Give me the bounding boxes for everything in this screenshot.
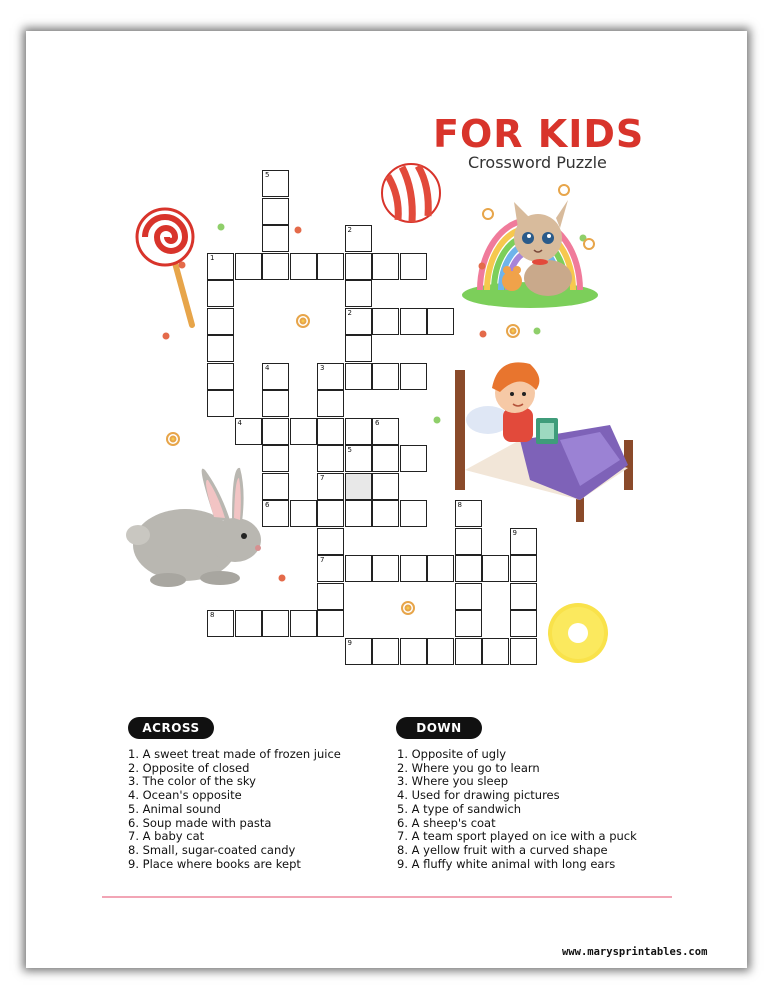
crossword-cell[interactable] bbox=[482, 555, 509, 582]
crossword-cell[interactable] bbox=[317, 363, 344, 390]
down-clue: 7. A team sport played on ice with a puck bbox=[397, 829, 637, 844]
down-clues bbox=[397, 748, 637, 871]
across-heading: ACROSS bbox=[128, 717, 214, 739]
crossword-cell[interactable] bbox=[400, 638, 427, 665]
crossword-cell[interactable] bbox=[510, 528, 537, 555]
crossword-cell[interactable] bbox=[345, 280, 372, 307]
crossword-cell[interactable] bbox=[235, 253, 262, 280]
clue-number: 4 bbox=[237, 418, 242, 427]
crossword-cell[interactable] bbox=[400, 253, 427, 280]
crossword-cell[interactable] bbox=[262, 610, 289, 637]
crossword-cell[interactable] bbox=[317, 473, 344, 500]
crossword-cell[interactable] bbox=[345, 225, 372, 252]
crossword-cell[interactable] bbox=[372, 500, 399, 527]
crossword-cell[interactable] bbox=[290, 418, 317, 445]
crossword-cell[interactable] bbox=[207, 253, 234, 280]
crossword-cell[interactable] bbox=[455, 528, 482, 555]
crossword-cell[interactable] bbox=[372, 418, 399, 445]
crossword-cell[interactable] bbox=[317, 528, 344, 555]
crossword-cell[interactable] bbox=[262, 225, 289, 252]
across-clue: 3. The color of the sky bbox=[128, 774, 256, 789]
crossword-cell[interactable] bbox=[427, 638, 454, 665]
clue-number: 6 bbox=[375, 418, 380, 427]
crossword-cell[interactable] bbox=[262, 363, 289, 390]
crossword-cell[interactable] bbox=[345, 555, 372, 582]
crossword-cell[interactable] bbox=[345, 363, 372, 390]
crossword-cell[interactable] bbox=[372, 555, 399, 582]
crossword-cell[interactable] bbox=[290, 500, 317, 527]
crossword-cell[interactable] bbox=[455, 555, 482, 582]
crossword-cell[interactable] bbox=[372, 445, 399, 472]
crossword-cell[interactable] bbox=[207, 390, 234, 417]
crossword-cell[interactable] bbox=[317, 555, 344, 582]
across-clue: 6. Soup made with pasta bbox=[128, 815, 272, 830]
crossword-cell[interactable] bbox=[427, 555, 454, 582]
crossword-cell[interactable] bbox=[207, 280, 234, 307]
clue-number: 8 bbox=[457, 501, 462, 509]
crossword-cell[interactable] bbox=[262, 445, 289, 472]
crossword-cell[interactable] bbox=[372, 638, 399, 665]
crossword-cell[interactable] bbox=[290, 253, 317, 280]
clue-number: 6 bbox=[265, 501, 270, 509]
crossword-cell[interactable] bbox=[345, 445, 372, 472]
crossword-cell[interactable] bbox=[482, 638, 509, 665]
clue-number: 9 bbox=[347, 638, 352, 647]
crossword-cell[interactable] bbox=[345, 473, 372, 500]
crossword-cell[interactable] bbox=[400, 363, 427, 390]
across-clue: 1. A sweet treat made of frozen juice bbox=[128, 747, 341, 761]
crossword-cell[interactable] bbox=[455, 583, 482, 610]
down-clue: 3. Where you sleep bbox=[397, 774, 508, 789]
crossword-cell[interactable] bbox=[262, 253, 289, 280]
across-clue: 2. Opposite of closed bbox=[128, 760, 250, 775]
crossword-cell[interactable] bbox=[455, 500, 482, 527]
crossword-cell[interactable] bbox=[372, 363, 399, 390]
page-subtitle: Crossword Puzzle bbox=[468, 153, 607, 172]
crossword-cell[interactable] bbox=[510, 583, 537, 610]
crossword-cell[interactable] bbox=[510, 610, 537, 637]
crossword-cell[interactable] bbox=[400, 445, 427, 472]
clue-number: 2 bbox=[347, 308, 352, 317]
crossword-cell[interactable] bbox=[317, 445, 344, 472]
crossword-cell[interactable] bbox=[345, 500, 372, 527]
across-clue: 7. A baby cat bbox=[128, 829, 205, 844]
crossword-cell[interactable] bbox=[290, 610, 317, 637]
clue-number: 5 bbox=[265, 171, 270, 179]
across-clue: 9. Place where books are kept bbox=[128, 856, 301, 871]
clue-number: 8 bbox=[210, 611, 215, 619]
crossword-cell[interactable] bbox=[455, 638, 482, 665]
crossword-cell[interactable] bbox=[235, 418, 262, 445]
crossword-cell[interactable] bbox=[345, 335, 372, 362]
page-title: FOR KIDS bbox=[433, 112, 645, 156]
clue-number: 3 bbox=[320, 363, 325, 372]
crossword-cell[interactable] bbox=[510, 638, 537, 665]
down-heading: DOWN bbox=[396, 717, 482, 739]
crossword-cell[interactable] bbox=[345, 308, 372, 335]
clue-number: 9 bbox=[512, 528, 517, 537]
crossword-cell[interactable] bbox=[317, 583, 344, 610]
crossword-cell[interactable] bbox=[207, 308, 234, 335]
website-url: www.marysprintables.com bbox=[562, 946, 708, 958]
crossword-cell[interactable] bbox=[262, 473, 289, 500]
clue-number: 7 bbox=[320, 556, 325, 564]
clue-number: 2 bbox=[347, 226, 352, 234]
crossword-cell[interactable] bbox=[262, 170, 289, 197]
down-clue: 2. Where you go to learn bbox=[397, 760, 540, 775]
crossword-cell[interactable] bbox=[510, 555, 537, 582]
crossword-cell[interactable] bbox=[317, 610, 344, 637]
crossword-cell[interactable] bbox=[262, 418, 289, 445]
crossword-cell[interactable] bbox=[207, 610, 234, 637]
crossword-cell[interactable] bbox=[372, 473, 399, 500]
crossword-cell[interactable] bbox=[455, 610, 482, 637]
clue-number: 1 bbox=[210, 253, 215, 262]
crossword-cell[interactable] bbox=[400, 308, 427, 335]
down-clue: 9. A fluffy white animal with long ears bbox=[397, 856, 616, 871]
down-clue: 5. A type of sandwich bbox=[397, 801, 522, 816]
clue-number: 4 bbox=[265, 363, 270, 372]
crossword-cell[interactable] bbox=[372, 253, 399, 280]
crossword-cell[interactable] bbox=[372, 308, 399, 335]
crossword-cell[interactable] bbox=[262, 390, 289, 417]
crossword-cell[interactable] bbox=[345, 638, 372, 665]
crossword-cell[interactable] bbox=[262, 500, 289, 527]
across-clue: 4. Ocean's opposite bbox=[128, 788, 242, 803]
clue-number: 5 bbox=[347, 446, 352, 454]
down-clue: 1. Opposite of ugly bbox=[397, 747, 507, 761]
crossword-cell[interactable] bbox=[317, 418, 344, 445]
crossword-cell[interactable] bbox=[317, 390, 344, 417]
crossword-cell[interactable] bbox=[207, 335, 234, 362]
crossword-cell[interactable] bbox=[345, 253, 372, 280]
crossword-cell[interactable] bbox=[262, 198, 289, 225]
crossword-cell[interactable] bbox=[400, 500, 427, 527]
across-clue: 5. Animal sound bbox=[128, 801, 221, 816]
down-clue: 6. A sheep's coat bbox=[397, 815, 496, 830]
crossword-cell[interactable] bbox=[317, 253, 344, 280]
across-clues bbox=[128, 748, 343, 871]
crossword-cell[interactable] bbox=[207, 363, 234, 390]
divider bbox=[102, 896, 672, 898]
crossword-cell[interactable] bbox=[345, 418, 372, 445]
clue-number: 7 bbox=[320, 473, 325, 482]
crossword-cell[interactable] bbox=[427, 308, 454, 335]
down-clue: 4. Used for drawing pictures bbox=[397, 788, 560, 803]
crossword-cell[interactable] bbox=[317, 500, 344, 527]
crossword-cell[interactable] bbox=[400, 555, 427, 582]
down-clue: 8. A yellow fruit with a curved shape bbox=[397, 842, 608, 857]
crossword-cell[interactable] bbox=[235, 610, 262, 637]
across-clue: 8. Small, sugar-coated candy bbox=[128, 842, 296, 857]
